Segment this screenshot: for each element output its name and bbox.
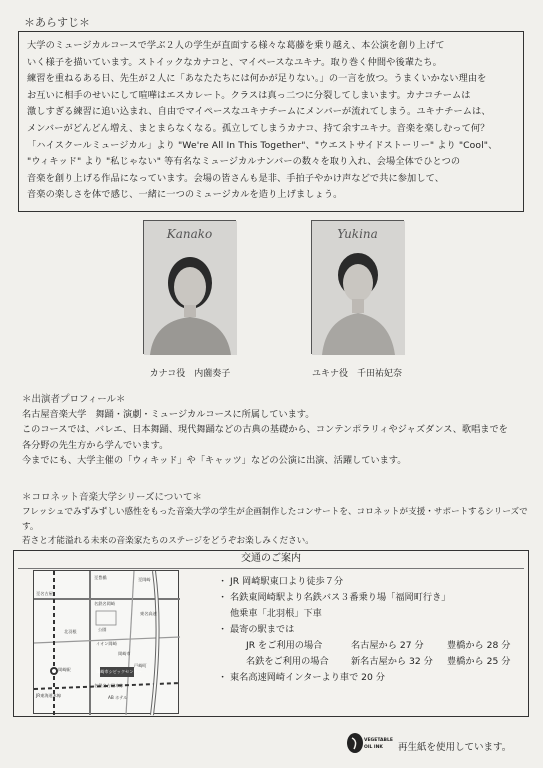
map-label: イオン岡崎 <box>96 641 117 646</box>
synopsis-line: 音楽の楽しさを体で感じ、一緒に一つのミュージカルを造り上げましょう。 <box>27 189 343 201</box>
kanako-script-label: Kanako <box>166 227 213 241</box>
map-label: 戸崎町 <box>134 663 147 668</box>
route-item: ・ 最寄の駅までは <box>218 624 295 635</box>
synopsis-line: "ウィキッド" より "私じゃない" 等有名なミュージカルナンバーの数々を取り入れ、会場全体でひとつの <box>27 156 461 168</box>
map-label: 名鉄名古屋本線 <box>94 683 124 688</box>
profile-line: 名古屋音楽大学 舞踊・演劇・ミュージカルコースに所属しています。 <box>22 409 315 421</box>
profile-line: このコースでは、バレエ、日本舞踊、現代舞踊などの古典の基礎から、コンテンポラリィやジャズダンス、歌唱までを <box>22 424 508 436</box>
person-photo-icon <box>144 221 237 355</box>
vegetable-oil-ink-logo <box>346 731 393 755</box>
logo-text: VEGETABLE <box>364 738 393 743</box>
recycled-paper-note: 再生紙を使用しています。 <box>398 742 512 753</box>
map-label-park: 公園 <box>98 627 107 632</box>
map-label-road: 至名古屋 <box>36 591 53 596</box>
route-info <box>218 574 518 686</box>
synopsis-heading: ＊あらすじ＊ <box>24 16 90 29</box>
map-label-jr: JR東海道本線 <box>36 693 62 698</box>
synopsis-line: 激しすぎる練習に追い込まれ、自由でマイペースなユキナチームにメンバーが流れてしまう。ユキナチームは、 <box>27 106 491 118</box>
route-item: ・ JR 岡崎駅東口より徒歩７分 <box>218 576 344 587</box>
yukina-script-label: Yukina <box>337 227 378 241</box>
map-label: 至岡崎 <box>138 577 151 582</box>
fare-row: JR をご利用の場合 名古屋から 27 分 豊橋から 28 分 <box>246 640 511 651</box>
access-title: 交通のご案内 <box>241 553 301 564</box>
person-photo-icon <box>312 221 405 355</box>
route-item: ・ 東名高速岡崎インターより車で 20 分 <box>218 672 385 683</box>
synopsis-line: いく様子を描いています。ストイックなカナコと、マイペースなユキナ。取り巻く仲間や後輩たち。 <box>27 56 442 68</box>
synopsis-box <box>18 31 524 212</box>
synopsis-line: お互いに相手のせいにして喧嘩はエスカレート。クラスは真っ二つに分裂してしまいます。カナコチームは <box>27 89 471 101</box>
access-map <box>33 570 179 714</box>
synopsis-line: 音楽を創り上げる作品になっています。会場の皆さんも是非、手拍子やかけ声などで共に参加して、 <box>27 172 445 184</box>
kanako-caption: カナコ役 内薗奏子 <box>149 369 231 379</box>
series-heading: ＊コロネット音楽大学シリーズについて＊ <box>22 492 202 503</box>
map-label-highway: 東名高速 <box>140 611 157 616</box>
series-section <box>22 491 543 549</box>
map-label: 北羽根 <box>64 629 77 634</box>
series-line: フレッシュでみずみずしい感性をもった音楽大学の学生が企画制作したコンサートを、コロネットが支援・サポートするシリーズです。 <box>22 507 528 532</box>
synopsis-line: 練習を重ねるある日、先生が２人に「あなたたちには何かが足りない。」の一言を放つ。うまくいかない理由を <box>27 73 487 85</box>
map-label: AB ホテル <box>108 695 128 700</box>
series-line: 若さと才能溢れる未来の音楽家たちのステージをどうぞお楽しみください。 <box>22 536 314 547</box>
profile-heading: ＊出演者プロフィール＊ <box>22 394 126 405</box>
logo-text: OIL INK <box>364 745 383 750</box>
route-item: ・ 名鉄東岡崎駅より名鉄バス３番乗り場「福岡町行き」 <box>218 592 451 603</box>
route-item: 他乗車「北羽根」下車 <box>230 608 322 619</box>
fare-row: 名鉄をご利用の場合 新名古屋から 32 分 豊橋から 25 分 <box>246 656 511 667</box>
synopsis-line: 「ハイスクールミュージカル」より "We're All In This Together"、"ウエストサイドストーリー" より "Cool"、 <box>27 139 498 151</box>
map-label-north: 至豊橋 <box>94 575 107 580</box>
profile-line: 各分野の先生方から学んでいます。 <box>22 439 169 451</box>
profile-line: 今までにも、大学主催の「ウィキッド」や「キャッツ」などの公演に出演、活躍しています。 <box>22 454 407 466</box>
map-label-school: 名鉄名岡崎 <box>94 601 115 606</box>
map-label-venue: 岡崎市シビックセンター <box>96 669 142 674</box>
divider <box>18 568 524 569</box>
synopsis-line: メンバーがどんどん増え、まとまらなくなる。孤立してしまうカナコ、持て余すユキナ。音楽を楽しむって何？ <box>27 122 490 134</box>
yukina-caption: ユキナ役 千田祐妃奈 <box>311 369 402 379</box>
synopsis-line: 大学のミュージカルコースで学ぶ２人の学生が直面する様々な葛藤を乗り越え、本公演を創り上げて <box>27 40 445 51</box>
profile-section <box>22 392 508 468</box>
map-label-city: 岡崎市 <box>118 651 131 656</box>
map-label-station: 岡崎駅 <box>58 667 71 672</box>
yukina-photo <box>311 220 404 354</box>
kanako-photo <box>143 220 236 354</box>
